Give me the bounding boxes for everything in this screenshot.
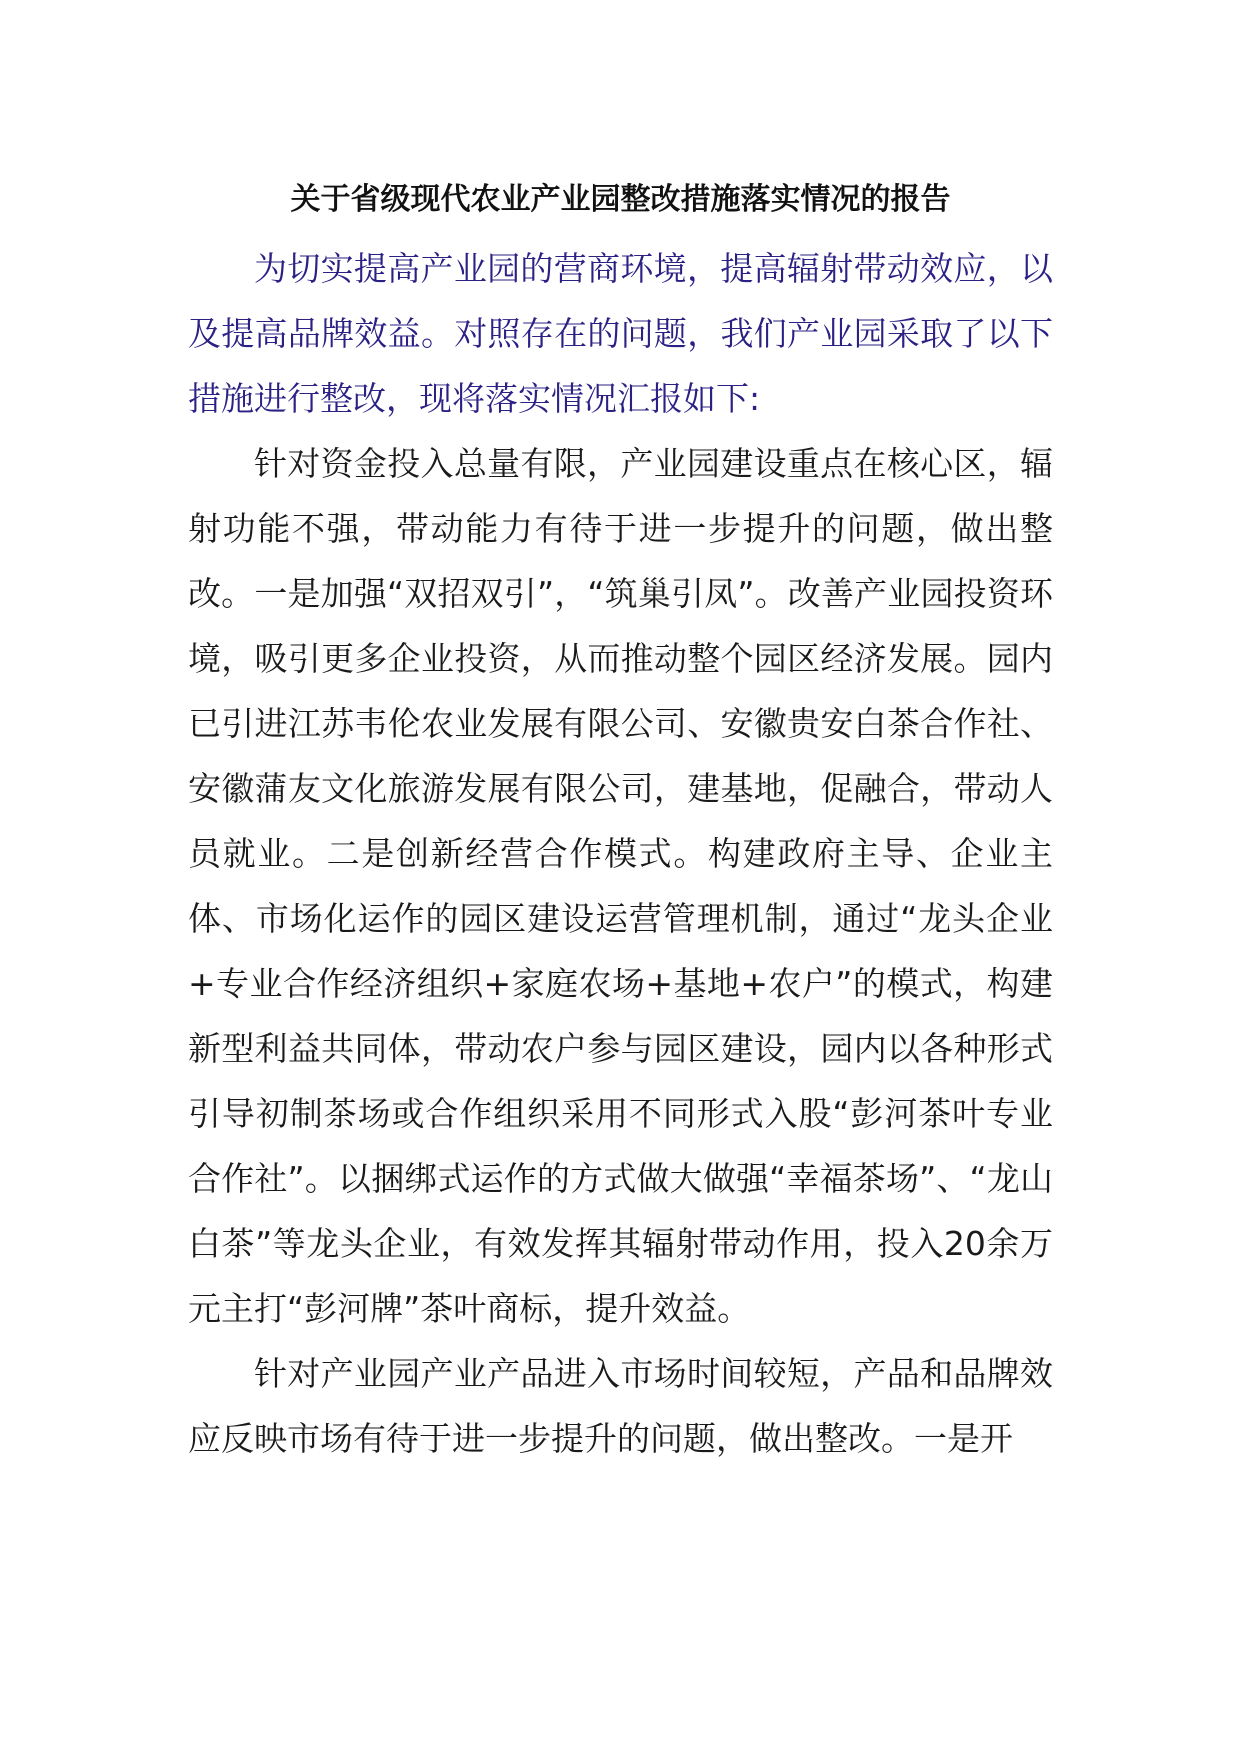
intro-paragraph: 为切实提高产业园的营商环境，提高辐射带动效应，以及提高品牌效益。对照存在的问题，我们产业园采取了以下措施进行整改，现将落实情况汇报如下: — [188, 249, 1053, 418]
body-paragraph-2: 针对产业园产业产品进入市场时间较短，产品和品牌效应反映市场有待于进一步提升的问题，做出整改。一是开 — [188, 1354, 1053, 1458]
document-page — [188, 170, 1053, 1471]
document-title: 关于省级现代农业产业园整改措施落实情况的报告 — [290, 182, 951, 217]
body-paragraph-1: 针对资金投入总量有限，产业园建设重点在核心区，辐射功能不强，带动能力有待于进一步提升的问题，做出整改。一是加强“双招双引”，“筑巢引凤”。改善产业园投资环境，吸引更多企业投资，从而推动整个园区经济发展。园内已引进江苏韦伦农业发展有限公司、安徽贵安白茶合作社、安徽蒲友文化旅游发展有限公司，建基地，促融合，带动人员就业。二是创新经营合作模式。构建政府主导、企业主体、市场化运作的园区建设运营管理机制，通过“龙头企业+专业合作经济组织+家庭农场+基地+农户”的模式，构建新型利益共同体，带动农户参与园区建设，园内以各种形式引导初制茶场或合作组织采用不同形式入股“彭河茶叶专业合作社”。以捆绑式运作的方式做大做强“幸福茶场”、“龙山白茶”等龙头企业，有效发挥其辐射带动作用，投入20余万元主打“彭河牌”茶叶商标，提升效益。 — [188, 444, 1053, 1328]
